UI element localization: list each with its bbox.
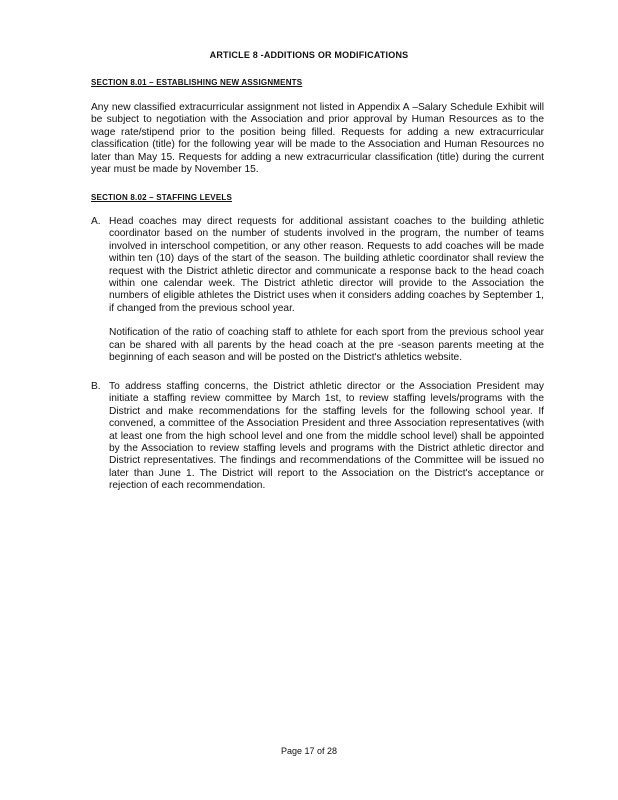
paragraph: To address staffing concerns, the District athletic director or the Association President may initiate a staffing review committee by March 1st, to review staffing levels/programs with the District and make recommendations for the staffing levels for the following school year. If convened, a committee of the Association President and three Association representatives (with at least one from the high school level and one from the middle school level) shall be appointed by the Association to review staffing levels and programs with the District athletic director and District representatives. The findings and recommendations of the Committee will be issued no later than June 1. The District will report to the Association on the District's acceptance or rejection of each recommendation. [109, 381, 544, 492]
page-title: ARTICLE 8 -ADDITIONS OR MODIFICATIONS [209, 50, 409, 60]
section-801-heading: SECTION 8.01 – ESTABLISHING NEW ASSIGNMENTS [91, 78, 303, 87]
list-item-a [91, 216, 544, 364]
paragraph: Notification of the ratio of coaching staff to athlete for each sport from the previous school year can be shared with all parents by the head coach at the pre -season parents meeting at the beginning of each season and will be posted on the District's athletics website. [109, 327, 544, 364]
section-802-heading: SECTION 8.02 – STAFFING LEVELS [91, 193, 232, 202]
list-marker: B. [91, 381, 101, 392]
page-number-footer: Page 17 of 28 [280, 746, 338, 756]
list-marker: A. [91, 216, 101, 227]
section-801-body: Any new classified extracurricular assignment not listed in Appendix A –Salary Schedule Exhibit will be subject to negotiation with the Association and prior approval by Human Resources as to the wage rate/stipend prior to the position being filled. Requests for adding a new extracurricular classification (title) for the following year will be made to the Association and Human Resources no later than May 15. Requests for adding a new extracurricular classification (title) during the current year must be made by November 15. [91, 102, 544, 176]
list-item-b [91, 381, 544, 493]
paragraph: Head coaches may direct requests for additional assistant coaches to the building athletic coordinator based on the number of students involved in the program, the number of teams involved in interschool competition, or any other reason. Requests to add coaches will be made within ten (10) days of the start of the season. The building athletic coordinator shall review the request with the District athletic director and communicate a response back to the head coach within one calendar week. The District athletic director will provide to the Association the numbers of eligible athletes the District uses when it considers adding coaches by September 1, if changed from the previous school year. [109, 216, 544, 314]
